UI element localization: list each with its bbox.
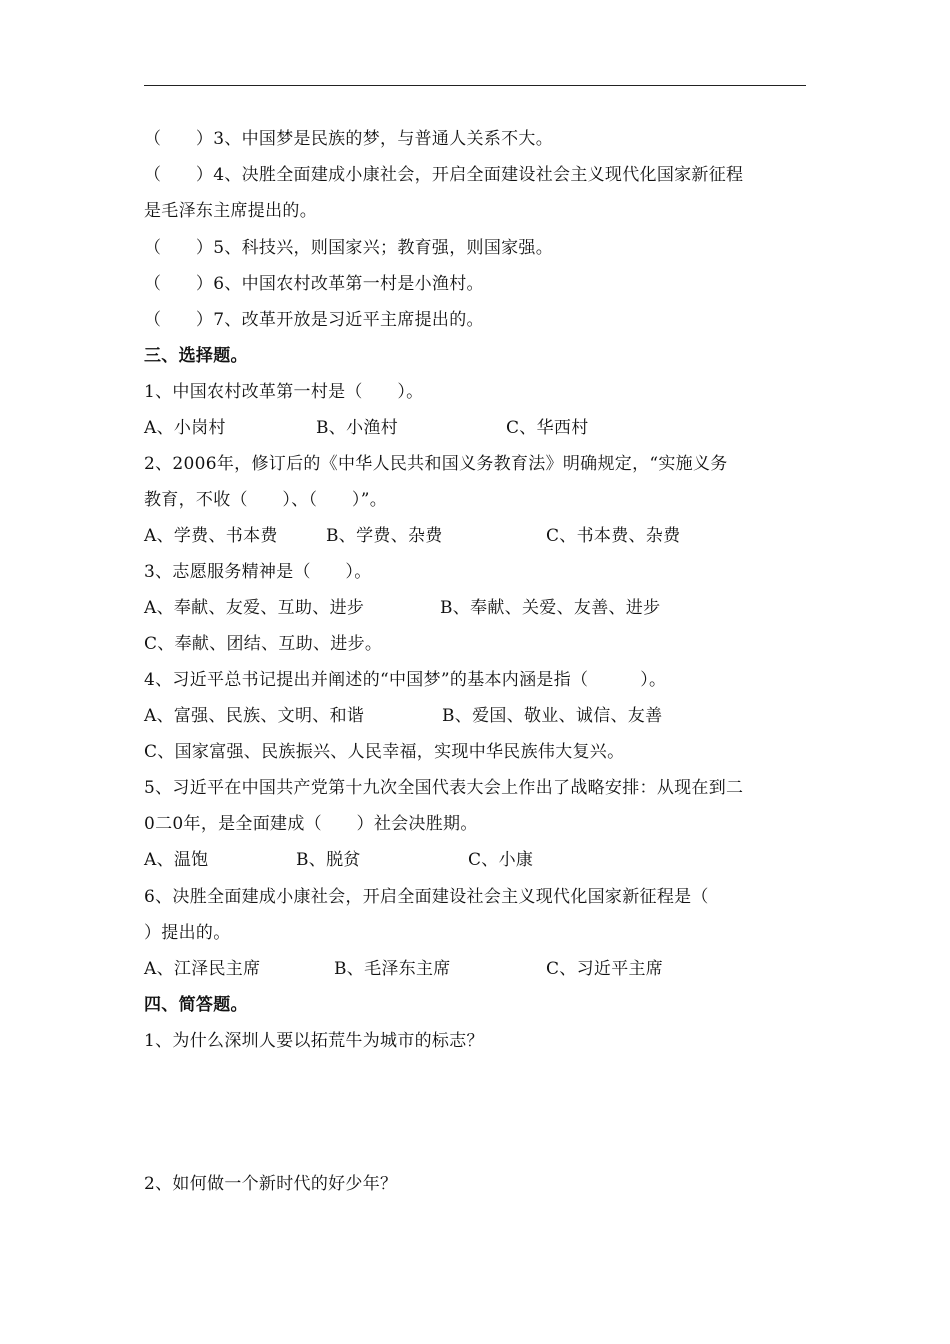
choice-q4-option-a: A、富强、民族、文明、和谐	[144, 706, 365, 726]
choice-q3-option-b: B、奉献、关爱、友善、进步	[440, 598, 661, 618]
choice-q6-options	[144, 958, 663, 980]
choice-q2-option-c: C、书本费、杂费	[546, 526, 681, 546]
choice-q5-option-c: C、小康	[468, 850, 534, 870]
judge-q3: （ ）3、中国梦是民族的梦，与普通人关系不大。	[144, 129, 554, 149]
choice-q2-stem-line1: 2、2006年，修订后的《中华人民共和国义务教育法》明确规定，“实施义务	[144, 454, 728, 474]
judge-q7: （ ）7、改革开放是习近平主席提出的。	[144, 310, 484, 330]
choice-q6-option-a: A、江泽民主席	[144, 959, 261, 979]
choice-q5-option-b: B、脱贫	[296, 850, 361, 870]
choice-q6-option-b: B、毛泽东主席	[334, 959, 451, 979]
choice-q3-options-ab	[144, 597, 660, 619]
choice-q6-stem-line2: ）提出的。	[144, 923, 231, 943]
choice-q2-stem-line2: 教育，不收（ ）、（ ）”。	[144, 490, 387, 510]
choice-q4-option-c: C、国家富强、民族振兴、人民幸福，实现中华民族伟大复兴。	[144, 742, 625, 762]
choice-q5-stem-line1: 5、习近平在中国共产党第十九次全国代表大会上作出了战略安排：从现在到二	[144, 778, 744, 798]
choice-q6-option-c: C、习近平主席	[546, 959, 664, 979]
choice-q6-stem-line1: 6、决胜全面建成小康社会，开启全面建设社会主义现代化国家新征程是（	[144, 887, 709, 907]
choice-q4-option-b: B、爱国、敬业、诚信、友善	[442, 706, 663, 726]
section-choice-title: 三、选择题。	[144, 346, 248, 366]
choice-q4-options-ab	[144, 705, 662, 727]
choice-q1-option-b: B、小渔村	[316, 418, 398, 438]
choice-q5-option-a: A、温饱	[144, 850, 209, 870]
short-q2: 2、如何做一个新时代的好少年？	[144, 1174, 398, 1194]
choice-q2-option-a: A、学费、书本费	[144, 526, 278, 546]
header-rule	[144, 85, 806, 86]
choice-q4-stem: 4、习近平总书记提出并阐述的“中国梦”的基本内涵是指（ ）。	[144, 670, 667, 690]
choice-q3-option-a: A、奉献、友爱、互助、进步	[144, 598, 365, 618]
choice-q2-option-b: B、学费、杂费	[326, 526, 443, 546]
choice-q3-option-c: C、奉献、团结、互助、进步。	[144, 634, 383, 654]
choice-q1-option-a: A、小岗村	[144, 418, 226, 438]
judge-q4-line1: （ ）4、决胜全面建成小康社会，开启全面建设社会主义现代化国家新征程	[144, 165, 744, 185]
choice-q5-stem-line2: 0二0年，是全面建成（ ）社会决胜期。	[144, 814, 478, 834]
choice-q1-option-c: C、华西村	[506, 418, 589, 438]
short-q1: 1、为什么深圳人要以拓荒牛为城市的标志？	[144, 1031, 484, 1051]
choice-q5-options	[144, 849, 533, 871]
judge-q5: （ ）5、科技兴，则国家兴；教育强，则国家强。	[144, 238, 554, 258]
choice-q1-stem: 1、中国农村改革第一村是（ ）。	[144, 382, 424, 402]
section-short-title: 四、简答题。	[144, 995, 248, 1015]
judge-q6: （ ）6、中国农村改革第一村是小渔村。	[144, 274, 484, 294]
judge-q4-line2: 是毛泽东主席提出的。	[144, 201, 317, 221]
choice-q3-stem: 3、志愿服务精神是（ ）。	[144, 562, 372, 582]
choice-q2-options	[144, 525, 680, 547]
choice-q1-options	[144, 417, 589, 439]
